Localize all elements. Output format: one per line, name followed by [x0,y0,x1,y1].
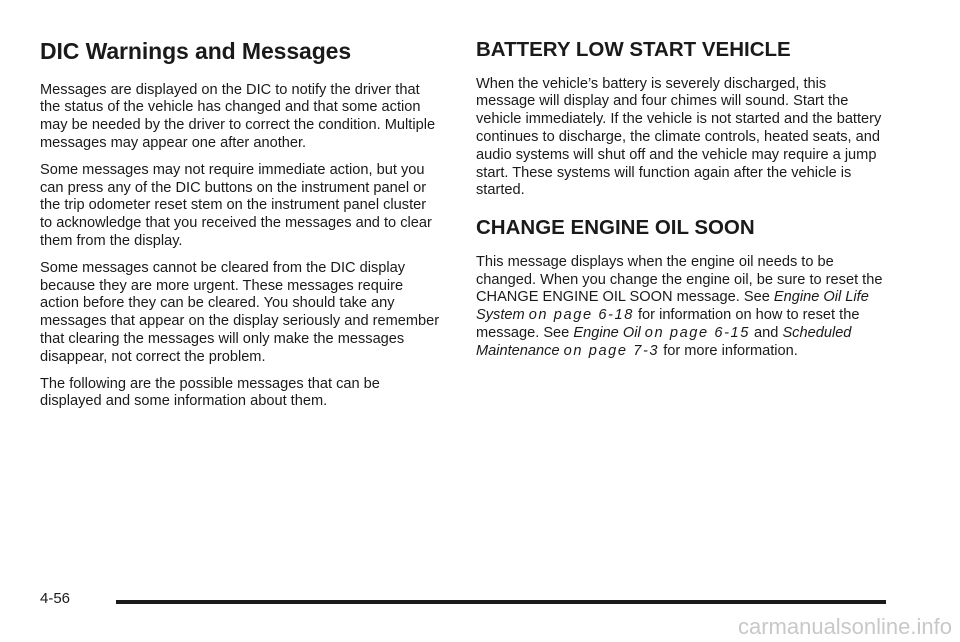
battery-paragraph: When the vehicle’s battery is severely discharged, this message will display and four chimes will sound. Start the vehicle immediately. If the vehicle is not started and the battery continues to discharge, the climate controls, heated seats, and audio systems will shut off and the vehicle may require a jump start. These systems will function again after the vehicle is started. [476,75,882,199]
watermark: carmanualsonline.info [737,614,952,639]
engine-oil-life-system-link[interactable]: Engine Oil Life System on page 6-18 [476,289,869,324]
left-column [40,38,440,420]
footer-rule [116,600,886,604]
oil-heading: CHANGE ENGINE OIL SOON [476,216,755,240]
urgent-messages-paragraph: Some messages cannot be cleared from the DIC display because they are more urgent. These messages require action before they can be cleared. You should take any messages that appear on the display seriously and remember that clearing the messages will only make the messages disappear, not correct the problem. [40,259,440,365]
acknowledge-paragraph: Some messages may not require immediate action, but you can press any of the DIC buttons on the instrument panel or the trip odometer reset stem on the instrument panel cluster to acknowledge that you received the messages and to clear them from the display. [40,161,432,249]
battery-heading: BATTERY LOW START VEHICLE [476,38,791,61]
oil-paragraph: This message displays when the engine oil needs to be changed. When you change the engine oil, be sure to reset the CHANGE ENGINE OIL SOON message. See Engine Oil Life System on page 6-18 for information on how to reset the message. See Engine Oil on page 6-15 and Scheduled Maintenance on page 7-3 for more information. [476,253,883,359]
engine-oil-link[interactable]: Engine Oil on page 6-15 [573,324,750,341]
right-column [476,38,888,370]
section-title: DIC Warnings and Messages [40,38,352,64]
scheduled-maintenance-link[interactable]: Scheduled Maintenance on page 7-3 [476,324,852,359]
page-number: 4-56 [40,590,71,607]
following-messages-paragraph: The following are the possible messages that can be displayed and some information about them. [40,375,380,410]
intro-paragraph: Messages are displayed on the DIC to notify the driver that the status of the vehicle has changed and that some action may be needed by the driver to correct the condition. Multiple messages may appear one after another. [40,81,436,151]
